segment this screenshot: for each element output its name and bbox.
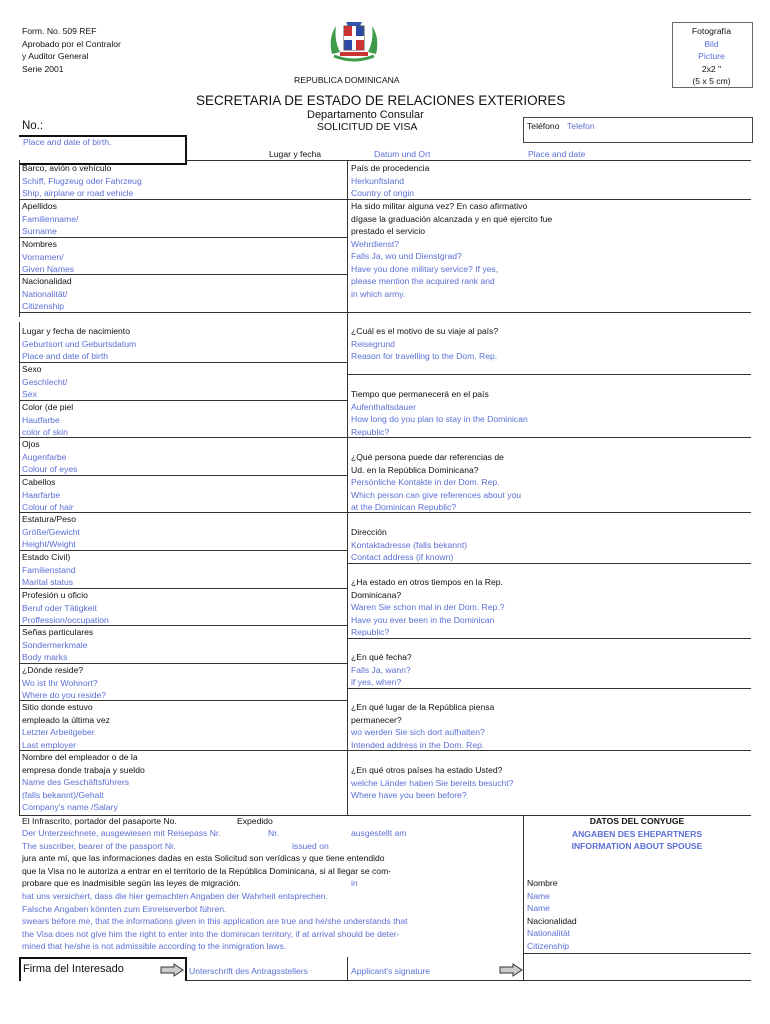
spouse-title-en: INFORMATION ABOUT SPOUSE	[571, 841, 703, 851]
given-names-field[interactable]	[22, 238, 74, 276]
last-employ-label-de: Letzter Arbeitgeber	[22, 727, 95, 737]
stay-field[interactable]	[351, 388, 528, 438]
countries-label-de: welche Länder haben Sie bereits besucht?	[351, 777, 514, 788]
declaration-issued-de: ausgestellt am	[351, 828, 407, 838]
declaration-nr: Nr.	[268, 828, 279, 838]
arrow-right-icon	[160, 963, 184, 977]
surname-label-en: Surname	[22, 226, 57, 236]
where-stay-label-es-2: permanecer?	[351, 714, 402, 725]
coat-of-arms-icon	[326, 18, 382, 64]
birth-field[interactable]	[22, 325, 136, 363]
military-label-de: Wehrdienst?	[351, 238, 400, 249]
military-label-es-2: dígase la graduación alcanzada y en qué ejercito fue	[351, 213, 553, 224]
employer-label-de-2: (falls bekannt)/Gehalt	[22, 789, 104, 800]
nationality-label-de: Nationalität/	[22, 288, 68, 299]
military-label-en: Have you done military service? If yes,	[351, 263, 499, 274]
form-series: Serie 2001	[22, 63, 64, 74]
references-label-en: Which person can give references about you	[351, 489, 522, 500]
signature-label-de: Unterschrift des Antragsstellers	[189, 966, 308, 976]
military-label-en-2: please mention the acquired rank and	[351, 276, 495, 286]
stay-label-es: Tiempo que permanecerá en el país	[351, 389, 489, 399]
form-subtitle: SOLICITUD DE VISA	[317, 121, 418, 133]
skin-field[interactable]	[22, 401, 73, 439]
stay-label-de: Aufenthaltsdauer	[351, 401, 416, 412]
previous-visit-field[interactable]	[351, 576, 504, 639]
declaration-en-1: swears before me, that the informations given in this application are true and he/she understands that	[22, 916, 408, 926]
names-label-es: Nombres	[22, 239, 57, 249]
signature-label-en: Applicant's signature	[351, 966, 431, 976]
declaration-es-2: que la Visa no le autoriza a entrar en el territorio de la República Dominicana, si al llegar se com-	[22, 865, 392, 876]
spouse-title-de: ANGABEN DES EHEPARTNERS	[571, 828, 703, 839]
purpose-label-en: Reason for travelling to the Dom. Rep.	[351, 351, 498, 361]
declaration-line-es: El Infrascrito, portador del pasaporte No.	[22, 816, 177, 826]
department: Departamento Consular	[307, 109, 424, 121]
employer-label-en: Company's name /Salary	[22, 802, 118, 812]
spouse-title-es: DATOS DEL CONYUGE	[589, 816, 685, 826]
employer-label-de: Name des Geschäftsführers	[22, 777, 129, 787]
place-label: Place and date	[528, 149, 586, 159]
countries-label-en: Where have you been before?	[351, 790, 467, 800]
civil-label-es: Estado Civil)	[22, 552, 71, 562]
height-label-de: Größe/Gewicht	[22, 526, 80, 537]
origin-label-en: Country of origin	[351, 188, 415, 198]
military-label-es-3: prestado el servicio	[351, 226, 426, 236]
vessel-field[interactable]	[22, 162, 142, 200]
employer-field[interactable]	[22, 751, 145, 814]
eyes-label-en: Colour of eyes	[22, 464, 78, 474]
military-label-en-3: in which army.	[351, 288, 406, 299]
application-number-label: No.:	[22, 120, 44, 132]
spouse-name-de: Name	[527, 890, 550, 901]
hair-label-de: Haarfarbe	[22, 489, 61, 500]
nationality-label-es: Nacionalidad	[22, 276, 72, 286]
employer-label-es-2: empresa donde trabaja y sueldo	[22, 764, 145, 775]
spouse-nationality-es: Nacionalidad	[527, 915, 577, 926]
before-label-es: ¿Ha estado en otros tiempos en la Rep.	[351, 577, 503, 587]
residence-label-en: Where do you reside?	[22, 690, 107, 700]
spouse-fields[interactable]	[527, 877, 577, 952]
names-label-de: Vornamen/	[22, 251, 64, 262]
declaration-issued-en: issued on	[292, 841, 329, 851]
sex-field[interactable]	[22, 363, 67, 401]
photo-label-en: Picture	[698, 51, 725, 61]
height-field[interactable]	[22, 513, 80, 551]
photo-label-es: Fotografía	[691, 26, 732, 36]
sex-label-en: Sex	[22, 389, 37, 399]
surname-field[interactable]	[22, 200, 78, 238]
intended-address-field[interactable]	[351, 701, 494, 751]
last-employ-label-en: Last employer	[22, 739, 76, 750]
spouse-name-es: Nombre	[527, 878, 558, 888]
declaration-line-de: Der Unterzeichnete, ausgewiesen mit Reisepass Nr.	[22, 828, 221, 838]
birth-label-de: Geburtsort und Geburtsdatum	[22, 338, 137, 349]
declaration-issued-es: Expedido	[237, 816, 273, 826]
body-marks-field[interactable]	[22, 626, 93, 664]
form-approval: Aprobado por el Contralor	[22, 38, 121, 49]
origin-label-es: País de procedencia	[351, 163, 430, 173]
civil-label-en: Marital status	[22, 577, 74, 587]
employer-label-es: Nombre del empleador o de la	[22, 752, 138, 762]
sex-label-es: Sexo	[22, 364, 42, 374]
form-approval-2: y Auditor General	[22, 51, 89, 61]
lugar-label: Lugar y fecha	[269, 149, 322, 159]
names-label-en: Given Names	[22, 264, 75, 274]
sex-label-de: Geschlecht/	[22, 376, 68, 387]
countries-label-es: ¿En qué otros países ha estado Usted?	[351, 765, 503, 775]
declaration-es-1: jura ante mí, que las informaciones dadas en esta Solicitud son verídicas y que tiene entendido	[22, 853, 385, 863]
spouse-name-en: Name	[527, 903, 550, 913]
military-label-es: Ha sido militar alguna vez? En caso afirmativo	[351, 201, 528, 211]
spouse-nationality-en: Citizenship	[527, 940, 570, 951]
last-employ-label-es: Sitio donde estuvo	[22, 702, 93, 712]
declaration-body-de	[22, 890, 328, 915]
purpose-field[interactable]	[351, 325, 498, 363]
signature-field[interactable]	[186, 957, 751, 980]
declaration-en-3: mined that he/she is not admissible according to the inmigration laws.	[22, 941, 287, 951]
declaration-de-1: hat uns versichert, dass die hier gemachten Angaben der Wahrheit entsprechen.	[22, 891, 328, 901]
references-label-de: Persönliche Kontakte in der Dom. Rep.	[351, 477, 500, 487]
hair-field[interactable]	[22, 476, 74, 514]
civil-label-de: Familienstand	[22, 564, 76, 575]
where-stay-label-en: Intended address in the Dom. Rep.	[351, 739, 485, 750]
residence-label-es: ¿Dónde reside?	[22, 665, 84, 675]
skin-label-de: Hautfarbe	[22, 414, 60, 425]
nationality-label-en: Citizenship	[22, 301, 65, 311]
signature-label-es: Firma del Interesado	[23, 963, 124, 975]
form-number: Form. No. 509 REF	[22, 26, 97, 36]
address-label-es: Dirección	[351, 527, 387, 537]
nationality-field[interactable]	[22, 275, 72, 313]
military-field[interactable]	[351, 200, 552, 300]
photo-text	[672, 25, 751, 88]
when-label-es: ¿En qué fecha?	[351, 652, 412, 662]
military-label-de-2: Falls Ja, wo und Dienstgrad?	[351, 251, 462, 261]
skin-label-es: Color (de piel	[22, 402, 74, 412]
origin-field[interactable]	[351, 162, 429, 200]
where-stay-label-de: wo werden Sie sich dort aufhalten?	[351, 727, 485, 737]
photo-label-de: Bild	[704, 38, 719, 49]
declaration-body-es	[22, 852, 391, 890]
other-countries-field[interactable]	[351, 764, 513, 802]
eyes-field[interactable]	[22, 438, 77, 476]
surname-label-es: Apellidos	[22, 201, 57, 211]
spouse-title	[523, 815, 751, 853]
vessel-label-en: Ship, airplane or road vehicle	[22, 188, 134, 198]
photo-size: 2x2 "	[701, 63, 722, 74]
before-label-es-2: Dominicana?	[351, 589, 402, 600]
residence-field[interactable]	[22, 664, 106, 702]
surname-label-de: Familienname/	[22, 213, 79, 224]
marks-label-es: Señas particulares	[22, 627, 94, 637]
page-title: SECRETARIA DE ESTADO DE RELACIONES EXTERIORES	[196, 93, 566, 108]
profession-label-de: Beruf oder Tätigkeit	[22, 602, 97, 613]
datum-label: Datum und Ort	[374, 149, 431, 159]
vessel-label-es: Barco, avión o vehículo	[22, 163, 112, 173]
references-field[interactable]	[351, 451, 521, 514]
when-label-de: Falls Ja, wann?	[351, 664, 411, 675]
before-label-en: Have you ever been in the Dominican	[351, 614, 495, 625]
declaration-line-en: The suscriber, bearer of the passport Nr.	[22, 841, 176, 851]
declaration-in: in	[351, 878, 358, 888]
marks-label-de: Sondermerkmale	[22, 639, 88, 650]
spouse-nationality-de: Nationalität	[527, 928, 570, 938]
before-label-de: Waren Sie schon mal in der Dom. Rep.?	[351, 602, 505, 612]
civil-status-field[interactable]	[22, 551, 76, 589]
last-employ-label-es-2: empleado la última vez	[22, 714, 110, 725]
birth-label-en: Place and date of birth	[22, 351, 108, 361]
profession-label-es: Profesión u oficio	[22, 590, 88, 600]
visit-date-field[interactable]	[351, 651, 412, 689]
hair-label-en: Colour of hair	[22, 502, 74, 512]
when-label-en: if yes, when?	[351, 677, 402, 687]
stay-label-en: How long do you plan to stay in the Dominican	[351, 414, 528, 424]
before-label-en-2: Republic?	[351, 627, 390, 637]
eyes-label-de: Augenfarbe	[22, 451, 67, 462]
residence-label-de: Wo ist Ihr Wohnort?	[22, 677, 98, 688]
height-label-es: Estatura/Peso	[22, 514, 76, 524]
declaration-body-en	[22, 915, 408, 953]
references-label-es: ¿Qué persona puede dar referencias de	[351, 452, 504, 462]
profession-field[interactable]	[22, 589, 109, 627]
marks-label-en: Body marks	[22, 652, 68, 662]
eyes-label-es: Ojos	[22, 439, 40, 449]
skin-label-en: color of skin	[22, 427, 68, 437]
address-field[interactable]	[351, 526, 467, 564]
last-employer-field[interactable]	[22, 701, 110, 751]
declaration-es-3: probare que es inadmisible según las leyes de migración.	[22, 878, 241, 888]
profession-label-en: Proffession/occupation	[22, 615, 109, 625]
origin-label-de: Herkunftsland	[351, 175, 405, 186]
where-stay-label-es: ¿En qué lugar de la República piensa	[351, 702, 495, 712]
declaration-de-2: Falsche Angaben könnten zum Einreiseverbot führen.	[22, 903, 227, 914]
birth-label-es: Lugar y fecha de nacimiento	[22, 326, 130, 336]
vessel-label-de: Schiff, Flugzeug oder Fahrzeug	[22, 175, 142, 186]
photo-size-cm: (5 x 5 cm)	[692, 76, 731, 86]
height-label-en: Height/Weight	[22, 539, 76, 549]
form-info	[22, 25, 121, 75]
references-label-en-2: at the Dominican Republic?	[351, 502, 457, 512]
country-name: REPUBLICA DOMINICANA	[294, 75, 400, 85]
address-label-en: Contact address (if known)	[351, 552, 454, 562]
phone-label-de: Telefon	[567, 121, 595, 131]
references-label-es-2: Ud. en la República Dominicana?	[351, 464, 479, 475]
hair-label-es: Cabellos	[22, 477, 56, 487]
purpose-label-es: ¿Cuál es el motivo de su viaje al país?	[351, 326, 499, 336]
purpose-label-de: Reisegrund	[351, 338, 395, 349]
declaration-en-2: the Visa does not give him the right to enter into the dominican territory, if at arrival should be deter-	[22, 928, 400, 939]
stay-label-en-2: Republic?	[351, 426, 390, 437]
address-label-de: Kontaktadresse (falls bekannt)	[351, 539, 468, 550]
phone-label-es: Teléfono	[527, 121, 560, 131]
place-date-line: Place and date of birth.	[23, 137, 112, 147]
